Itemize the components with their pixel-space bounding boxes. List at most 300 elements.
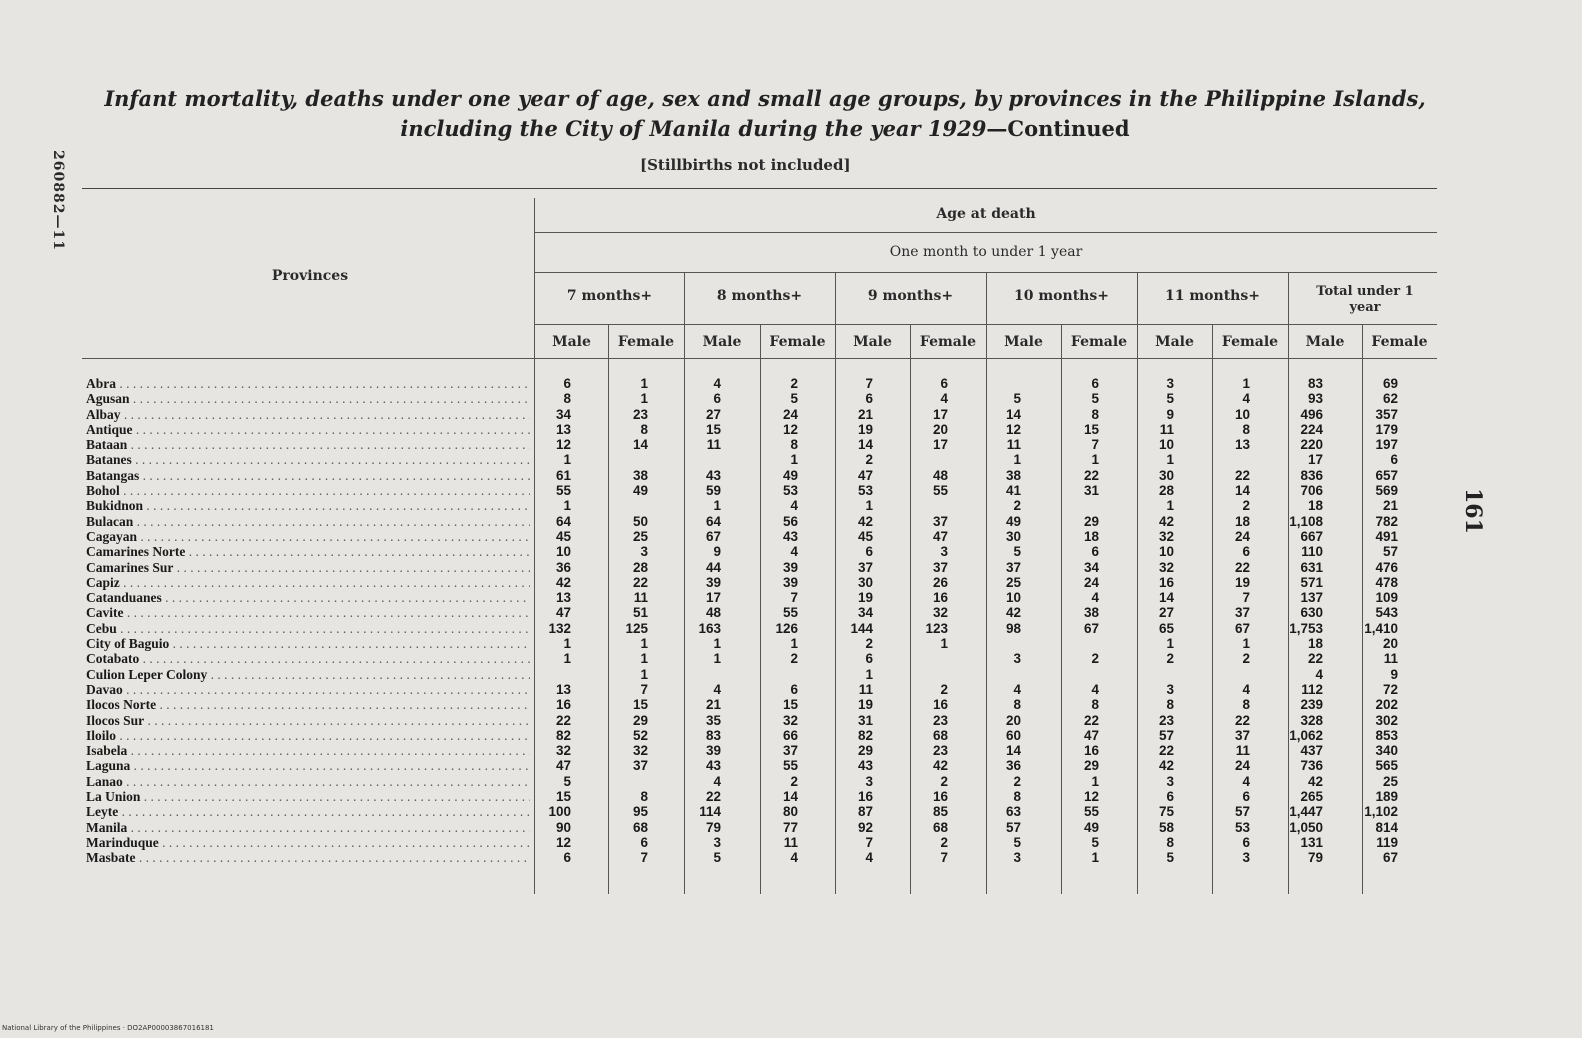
table-cell: 47 [555, 758, 571, 774]
table-cell: 11 [1235, 743, 1250, 759]
province-name: Bukidnon . . . [86, 498, 530, 513]
table-cell: 5 [1013, 391, 1021, 407]
table-cell: 23 [1158, 712, 1174, 728]
table-cell: 8 [563, 391, 571, 407]
table-cell: 569 [1375, 483, 1398, 499]
table-cell: 11 [633, 590, 648, 606]
table-cell: 18 [1307, 498, 1323, 514]
table-cell: 1,050 [1289, 819, 1323, 835]
table-cell: 95 [632, 804, 648, 820]
table-cell: 55 [1083, 804, 1099, 820]
table-cell: 31 [857, 712, 873, 728]
table-cell: 42 [555, 574, 571, 590]
table-cell: 77 [782, 819, 798, 835]
province-name: Laguna . . . [86, 758, 530, 773]
table-cell: 23 [932, 743, 948, 759]
table-cell: 12 [782, 421, 798, 437]
table-cell: 109 [1375, 590, 1398, 606]
table-cell: 4 [713, 773, 721, 789]
table-cell: 75 [1158, 804, 1174, 820]
table-cell: 1 [563, 636, 571, 652]
table-cell: 17 [705, 590, 721, 606]
province-name: Batanes . . . [86, 452, 530, 467]
table-cell: 2 [1013, 773, 1021, 789]
header-male: Male [1305, 334, 1345, 350]
table-cell: 92 [857, 819, 873, 835]
table-cell: 3 [1166, 681, 1174, 697]
table-cell: 478 [1375, 574, 1398, 590]
table-cell: 38 [632, 467, 648, 483]
province-name: Bohol . . . [86, 483, 530, 498]
province-name: Albay . . . [86, 407, 530, 422]
table-cell: 6 [865, 651, 873, 667]
table-cell: 3 [1013, 651, 1021, 667]
table-row [86, 514, 1436, 529]
table-cell: 1 [1091, 452, 1099, 468]
table-cell: 7 [1242, 590, 1250, 606]
table-cell: 15 [782, 697, 798, 713]
footer-credit: National Library of the Philippines · DO2AP00003867016181 [2, 1024, 214, 1032]
table-cell: 1 [1166, 452, 1174, 468]
table-cell: 22 [1083, 712, 1099, 728]
table-cell: 37 [782, 743, 798, 759]
table-cell: 16 [1083, 743, 1099, 759]
header-female: Female [617, 334, 675, 350]
table-cell: 1 [563, 651, 571, 667]
table-cell: 5 [1013, 834, 1021, 850]
table-cell: 38 [1083, 605, 1099, 621]
table-cell: 3 [1166, 376, 1174, 391]
table-cell: 1 [865, 666, 873, 682]
table-cell: 10 [1234, 406, 1250, 422]
table-cell: 28 [632, 559, 648, 575]
table-cell: 239 [1300, 697, 1323, 713]
table-cell: 34 [857, 605, 873, 621]
table-cell: 9 [1166, 406, 1174, 422]
province-name: City of Baguio . . . [86, 636, 530, 651]
header-female: Female [919, 334, 977, 350]
table-row [86, 758, 1436, 773]
table-cell: 37 [932, 559, 948, 575]
table-cell: 20 [1005, 712, 1021, 728]
table-cell: 2 [790, 773, 798, 789]
table-cell: 1 [1091, 850, 1099, 866]
table-cell: 16 [555, 697, 571, 713]
table-cell: 3 [640, 544, 648, 560]
province-name: Isabela . . . [86, 743, 530, 758]
table-cell: 27 [1158, 605, 1174, 621]
table-cell: 24 [782, 406, 798, 422]
province-name: Cavite . . . [86, 605, 530, 620]
table-cell: 1 [640, 666, 648, 682]
table-cell: 144 [850, 620, 873, 636]
table-row [86, 850, 1436, 865]
table-cell: 1 [940, 636, 948, 652]
table-cell: 4 [1091, 681, 1099, 697]
table-row [86, 713, 1436, 728]
table-cell: 7 [1091, 437, 1099, 453]
table-cell: 20 [932, 421, 948, 437]
table-row [86, 636, 1436, 651]
table-row [86, 774, 1436, 789]
table-cell: 42 [1307, 773, 1323, 789]
table-cell: 90 [555, 819, 571, 835]
table-cell: 27 [705, 406, 721, 422]
table-cell: 80 [782, 804, 798, 820]
table-cell: 224 [1300, 421, 1323, 437]
table-cell: 1 [790, 636, 798, 652]
table-cell: 22 [1234, 467, 1250, 483]
table-cell: 19 [857, 697, 873, 713]
header-female: Female [769, 334, 826, 350]
table-cell: 736 [1300, 758, 1323, 774]
table-cell: 37 [932, 513, 948, 529]
table-cell: 340 [1375, 743, 1398, 759]
table-cell: 47 [932, 528, 948, 544]
table-cell: 328 [1300, 712, 1323, 728]
table-cell: 24 [1234, 528, 1250, 544]
header-group: 9 months+ [867, 288, 954, 304]
table-cell: 16 [1158, 574, 1174, 590]
table-cell: 112 [1301, 681, 1323, 697]
table-cell: 19 [1234, 574, 1250, 590]
province-name: Antique . . . [86, 422, 530, 437]
header-female: Female [1070, 334, 1128, 350]
table-cell: 5 [1166, 391, 1174, 407]
table-cell: 83 [1307, 376, 1323, 391]
table-cell: 8 [1242, 421, 1250, 437]
table-cell: 79 [1307, 850, 1323, 866]
table-cell: 3 [1013, 850, 1021, 866]
table-cell: 5 [1166, 850, 1174, 866]
table-cell: 82 [555, 727, 571, 743]
table-cell: 15 [705, 421, 721, 437]
table-cell: 1 [563, 498, 571, 514]
table-cell: 2 [865, 452, 873, 468]
table-cell: 51 [632, 605, 648, 621]
table-cell: 6 [1166, 789, 1174, 805]
table-cell: 37 [632, 758, 648, 774]
table-cell: 29 [1083, 513, 1099, 529]
header-provinces: Provinces [271, 268, 349, 284]
table-cell: 42 [1158, 758, 1174, 774]
table-cell: 98 [1005, 620, 1021, 636]
table-cell: 8 [1242, 697, 1250, 713]
table-cell: 1 [640, 636, 648, 652]
title-main: Infant mortality, deaths under one year of age, sex and small age groups, by provinces in the Philippine Islands, including the City of Manila during the year 1929 [104, 86, 1426, 141]
table-cell: 39 [705, 743, 721, 759]
table-cell: 8 [640, 421, 648, 437]
table-cell: 220 [1300, 437, 1323, 453]
table-cell: 49 [1005, 513, 1021, 529]
table-cell: 58 [1158, 819, 1174, 835]
table-cell: 49 [1083, 819, 1099, 835]
table-cell: 52 [632, 727, 648, 743]
table-cell: 1 [640, 376, 648, 391]
table-row [86, 391, 1436, 406]
table-cell: 8 [1013, 697, 1021, 713]
table-cell: 42 [1158, 513, 1174, 529]
table-row [86, 422, 1436, 437]
table-cell: 67 [1083, 620, 1099, 636]
table-row [86, 529, 1436, 544]
header-female: Female [1371, 334, 1428, 350]
table-cell: 5 [563, 773, 571, 789]
table-cell: 6 [865, 391, 873, 407]
province-name: Masbate . . . [86, 850, 530, 865]
table-cell: 61 [555, 467, 571, 483]
table-cell: 18 [1083, 528, 1099, 544]
province-name: Camarines Norte . . . [86, 544, 530, 559]
table-cell: 1 [640, 651, 648, 667]
table-cell: 6 [563, 376, 571, 391]
province-name: Batangas . . . [86, 468, 530, 483]
table-cell: 3 [1166, 773, 1174, 789]
header-male: Male [853, 334, 892, 350]
side-code: 260882—11 [50, 150, 66, 251]
table-cell: 5 [790, 391, 798, 407]
table-cell: 67 [705, 528, 721, 544]
title-continued: —Continued [986, 116, 1130, 141]
table-cell: 476 [1375, 559, 1398, 575]
table-cell: 12 [1083, 789, 1099, 805]
table-cell: 42 [932, 758, 948, 774]
table-cell: 37 [1234, 605, 1250, 621]
table-cell: 123 [925, 620, 948, 636]
table-cell: 5 [1013, 544, 1021, 560]
table-cell: 14 [632, 437, 648, 453]
table-cell: 62 [1382, 391, 1398, 407]
table-cell: 43 [782, 528, 798, 544]
table-cell: 36 [1005, 758, 1021, 774]
table-cell: 72 [1382, 681, 1398, 697]
table-cell: 36 [555, 559, 571, 575]
table-cell: 32 [632, 743, 648, 759]
table-cell: 14 [1005, 743, 1021, 759]
table-cell: 7 [640, 681, 648, 697]
table-cell: 1 [1013, 452, 1021, 468]
table-cell: 53 [857, 483, 873, 499]
table-cell: 20 [1382, 636, 1398, 652]
table-cell: 10 [1005, 590, 1021, 606]
table-cell: 57 [1005, 819, 1021, 835]
table-cell: 10 [1158, 544, 1174, 560]
table-cell: 357 [1375, 406, 1398, 422]
province-name: Cebu . . . [86, 621, 530, 636]
table-cell: 1,062 [1289, 727, 1323, 743]
header-group: Total under 1 year [1316, 284, 1414, 315]
header-female: Female [1221, 334, 1279, 350]
table-cell: 667 [1300, 528, 1323, 544]
table-cell: 22 [1083, 467, 1099, 483]
table-cell: 55 [555, 483, 571, 499]
table-cell: 65 [1158, 620, 1174, 636]
table-cell: 1 [713, 651, 721, 667]
table-cell: 126 [775, 620, 798, 636]
table-cell: 68 [932, 819, 948, 835]
table-cell: 7 [640, 850, 648, 866]
table-cell: 31 [1083, 483, 1099, 499]
table-cell: 57 [1382, 544, 1398, 560]
table-cell: 22 [1307, 651, 1323, 667]
table-cell: 2 [940, 681, 948, 697]
table-cell: 1,753 [1289, 620, 1323, 636]
table-cell: 491 [1375, 528, 1398, 544]
table-cell: 25 [1382, 773, 1398, 789]
table-row [86, 621, 1436, 636]
province-name: Agusan . . . [86, 391, 530, 406]
table-cell: 14 [782, 789, 798, 805]
table-cell: 1 [790, 452, 798, 468]
province-name: Ilocos Sur . . . [86, 713, 530, 728]
table-cell: 6 [1091, 544, 1099, 560]
table-cell: 4 [1013, 681, 1021, 697]
table-row [86, 728, 1436, 743]
table-cell: 19 [857, 421, 873, 437]
table-cell: 49 [782, 467, 798, 483]
province-name: Cotabato . . . [86, 651, 530, 666]
table-cell: 45 [555, 528, 571, 544]
table-cell: 57 [1234, 804, 1250, 820]
table-cell: 189 [1375, 789, 1398, 805]
table-cell: 85 [932, 804, 948, 820]
table-cell: 14 [1005, 406, 1021, 422]
table-cell: 6 [790, 681, 798, 697]
table-cell: 29 [1083, 758, 1099, 774]
table-cell: 55 [782, 605, 798, 621]
table-cell: 29 [632, 712, 648, 728]
table-cell: 55 [932, 483, 948, 499]
table-cell: 782 [1375, 513, 1398, 529]
table-cell: 37 [1005, 559, 1021, 575]
table-cell: 29 [857, 743, 873, 759]
table-cell: 814 [1375, 819, 1398, 835]
table-cell: 37 [857, 559, 873, 575]
table-cell: 6 [713, 391, 721, 407]
table-row [86, 667, 1436, 682]
province-name: Ilocos Norte . . . [86, 697, 530, 712]
header-one-month: One month to under 1 year [889, 244, 1083, 260]
table-cell: 18 [1307, 636, 1323, 652]
table-cell: 2 [1242, 498, 1250, 514]
table-cell: 1 [1166, 636, 1174, 652]
table-cell: 17 [1307, 452, 1323, 468]
table-cell: 6 [940, 376, 948, 391]
table-cell: 15 [632, 697, 648, 713]
table-cell: 67 [1382, 850, 1398, 866]
table-cell: 7 [940, 850, 948, 866]
table-cell: 1,108 [1289, 513, 1323, 529]
table-cell: 6 [1091, 376, 1099, 391]
table-cell: 39 [782, 574, 798, 590]
top-rule [82, 188, 1437, 189]
table-cell: 32 [1158, 559, 1174, 575]
table-cell: 57 [1158, 727, 1174, 743]
table-cell: 110 [1301, 544, 1323, 560]
table-cell: 2 [1013, 498, 1021, 514]
table-cell: 9 [1390, 666, 1398, 682]
table-row [86, 468, 1436, 483]
table-cell: 1,410 [1364, 620, 1398, 636]
table-cell: 16 [932, 789, 948, 805]
table-cell: 35 [705, 712, 721, 728]
table-cell: 50 [632, 513, 648, 529]
table-cell: 14 [1234, 483, 1250, 499]
table-cell: 22 [632, 574, 648, 590]
table-cell: 60 [1005, 727, 1021, 743]
table-cell: 7 [790, 590, 798, 606]
table-cell: 18 [1234, 513, 1250, 529]
table-cell: 22 [1234, 712, 1250, 728]
table-cell: 114 [699, 804, 721, 820]
table-cell: 4 [1242, 681, 1250, 697]
table-cell: 55 [782, 758, 798, 774]
table-cell: 706 [1300, 483, 1323, 499]
table-cell: 4 [713, 681, 721, 697]
table-cell: 39 [705, 574, 721, 590]
table-cell: 63 [1005, 804, 1021, 820]
table-cell: 4 [1091, 590, 1099, 606]
table-cell: 265 [1300, 789, 1323, 805]
table-cell: 571 [1300, 574, 1323, 590]
table-cell: 24 [1083, 574, 1099, 590]
table-row [86, 544, 1436, 559]
table-cell: 2 [940, 834, 948, 850]
province-name: Lanao . . . [86, 774, 530, 789]
table-body [86, 376, 1436, 866]
table-cell: 8 [1166, 697, 1174, 713]
table-cell: 6 [1242, 544, 1250, 560]
table-cell: 22 [705, 789, 721, 805]
table-cell: 34 [555, 406, 571, 422]
table-cell: 82 [857, 727, 873, 743]
table-cell: 8 [1166, 834, 1174, 850]
table-cell: 197 [1375, 437, 1398, 453]
table-cell: 11 [1383, 651, 1398, 667]
table-cell: 3 [940, 544, 948, 560]
table-cell: 13 [555, 590, 571, 606]
table-cell: 59 [705, 483, 721, 499]
table-cell: 48 [932, 467, 948, 483]
table-cell: 8 [1091, 406, 1099, 422]
province-name: Bataan . . . [86, 437, 530, 452]
table-cell: 32 [782, 712, 798, 728]
table-cell: 1 [563, 452, 571, 468]
table-cell: 6 [1390, 452, 1398, 468]
table-cell: 79 [705, 819, 721, 835]
table-cell: 12 [555, 834, 571, 850]
table-row [86, 483, 1436, 498]
table-cell: 30 [1005, 528, 1021, 544]
table-cell: 64 [555, 513, 571, 529]
table-cell: 3 [713, 834, 721, 850]
table-cell: 2 [790, 651, 798, 667]
table-cell: 565 [1375, 758, 1398, 774]
table-cell: 32 [932, 605, 948, 621]
table-row [86, 804, 1436, 819]
table-cell: 23 [932, 712, 948, 728]
table-cell: 4 [713, 376, 721, 391]
table-cell: 131 [1300, 834, 1323, 850]
table-cell: 21 [1382, 498, 1398, 514]
table-cell: 163 [698, 620, 721, 636]
table-cell: 132 [548, 620, 571, 636]
table-cell: 2 [865, 636, 873, 652]
table-cell: 8 [790, 437, 798, 453]
table-cell: 1 [713, 498, 721, 514]
table-cell: 43 [857, 758, 873, 774]
table-cell: 22 [1234, 559, 1250, 575]
